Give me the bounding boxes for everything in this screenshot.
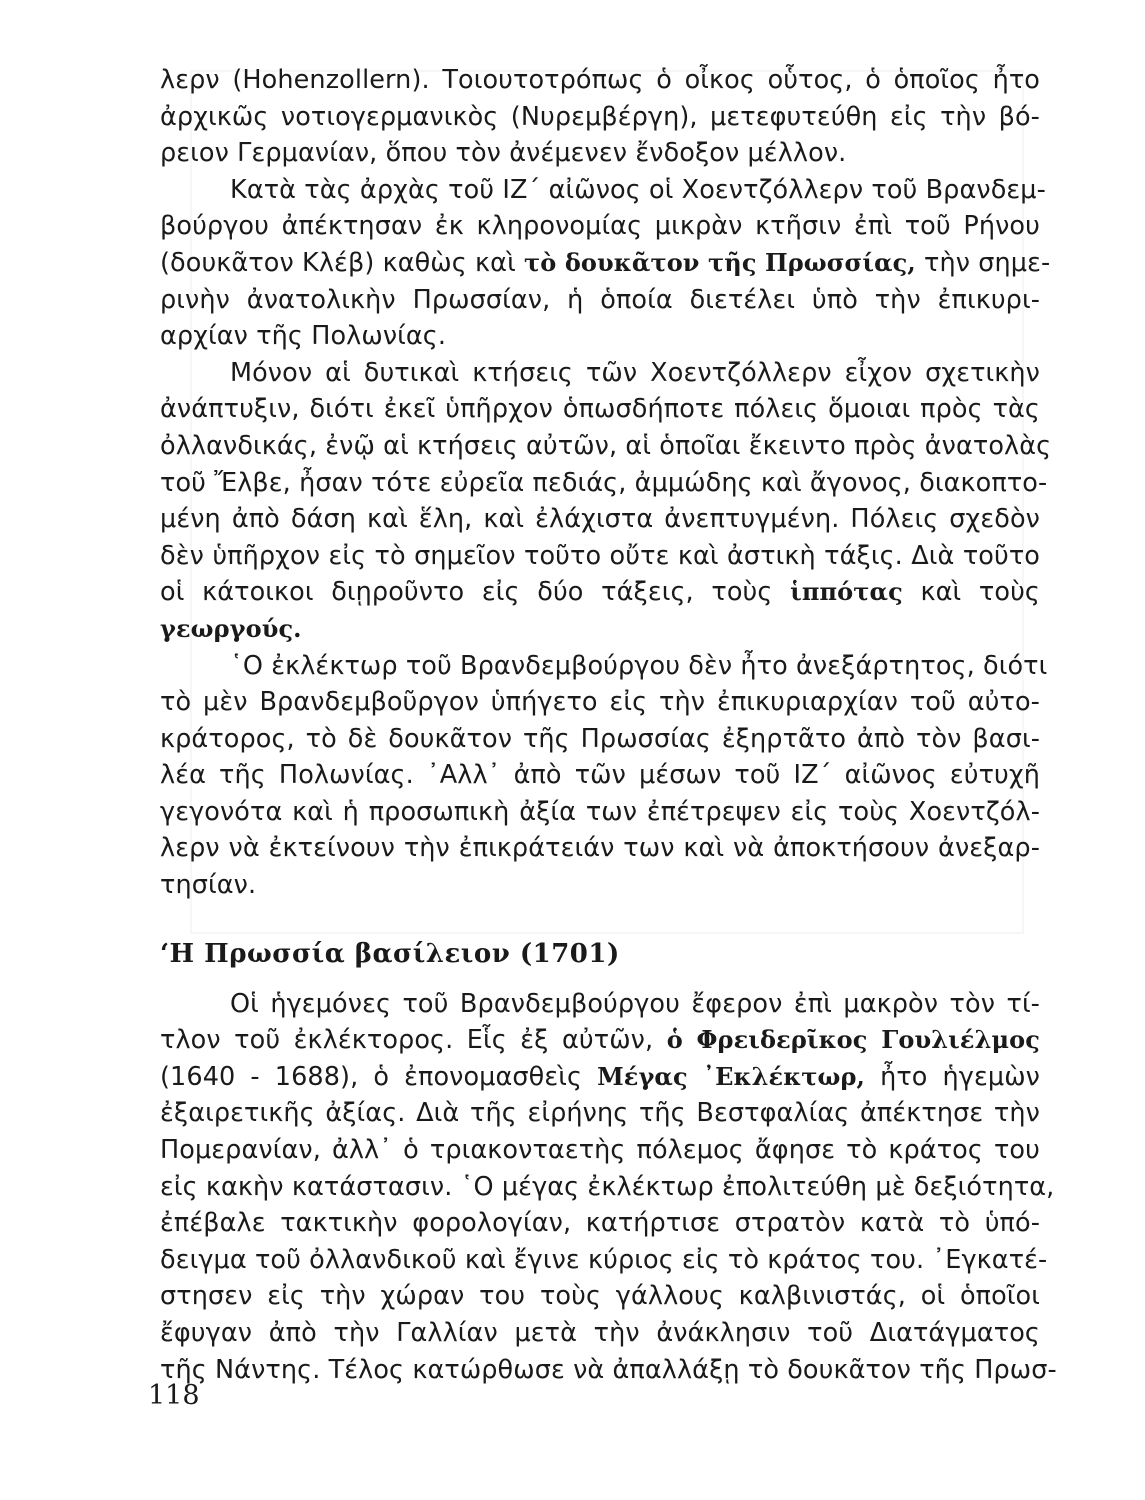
text-line: ὀλλανδικάς, ἐνῷ αἱ κτήσεις αὐτῶν, αἱ ὁποῖαι ἔκειντο πρὸς ἀνατολὰς — [160, 430, 1052, 461]
text-line: ῾Ο ἐκλέκτωρ τοῦ Βρανδεμβούργου δὲν ἦτο ἀνεξάρτητος, διότι — [230, 650, 1048, 681]
paragraph-3-line-7: οἱ κάτοικοι διῃροῦντο εἰς δύο τάξεις, τοὺς ἱππότας καὶ τοὺς — [160, 577, 1040, 608]
text-line: στησεν εἰς τὴν χώραν του τοὺς γάλλους καλβινιστάς, οἱ ὁποῖοι — [160, 1281, 1040, 1312]
text-line: ἐπέβαλε τακτικὴν φορολογίαν, κατήρτισε στρατὸν κατὰ τὸ ὑπό- — [160, 1208, 1040, 1239]
text-line: γεγονότα καὶ ἡ προσωπικὴ ἀξία των ἐπέτρεψεν εἰς τοὺς Χοεντζόλ- — [160, 796, 1040, 827]
paragraph-2 — [160, 172, 1046, 245]
bold-frederick-william: ὁ Φρειδερῖκος Γουλιέλμος — [666, 1025, 1040, 1055]
paragraph-5-cont — [160, 1095, 1057, 1388]
paragraph-3 — [160, 355, 1052, 575]
text-line: ρινὴν ἀνατολικὴν Πρωσσίαν, ἡ ὁποία διετέλει ὑπὸ τὴν ἐπικυρι- — [160, 284, 1040, 315]
text-line: τὸ μὲν Βρανδεμβοῦργον ὑπήγετο εἰς τὴν ἐπικυριαρχίαν τοῦ αὐτο- — [160, 687, 1040, 718]
text-line: ἔφυγαν ἀπὸ τὴν Γαλλίαν μετὰ τὴν ἀνάκλησιν τοῦ Διατάγματος — [160, 1318, 1040, 1348]
bold-duchy-prussia: τὸ δουκᾶτον τῆς Πρωσσίας, — [524, 247, 916, 277]
paragraph-2-cont — [160, 282, 1040, 355]
bold-farmers: γεωργούς. — [160, 613, 302, 643]
text-line: λερν νὰ ἐκτείνουν τὴν ἐπικράτειάν των καὶ νὰ ἀποκτήσουν ἀνεξαρ- — [160, 833, 1040, 864]
paragraph-5-line-1: Οἱ ἡγεμόνες τοῦ Βρανδεμβούργου ἔφερον ἐπὶ μακρὸν τὸν τί- — [230, 988, 1040, 1019]
text-line: δειγμα τοῦ ὀλλανδικοῦ καὶ ἔγινε κύριος εἰς τὸ κράτος του. ᾿Εγκατέ- — [160, 1244, 1048, 1275]
text-line: ρειον Γερμανίαν, ὅπου τὸν ἀνέμενεν ἔνδοξον μέλλον. — [160, 138, 847, 169]
text-line: εἰς κακὴν κατάστασιν. ῾Ο μέγας ἐκλέκτωρ ἐπολιτεύθη μὲ δεξιότητα, — [160, 1171, 1055, 1202]
paragraph-4 — [160, 648, 1048, 904]
text-line: λέα τῆς Πολωνίας. ᾿Αλλ᾿ ἀπὸ τῶν μέσων τοῦ ΙΖ΄ αἰῶνος εὐτυχῆ — [160, 760, 1040, 791]
paragraph-3-line-8 — [160, 611, 1040, 648]
page-number: 118 — [148, 1380, 200, 1411]
paragraph-1 — [160, 62, 1040, 172]
text-line: αρχίαν τῆς Πολωνίας. — [160, 321, 447, 352]
bold-knights: ἱππότας — [790, 577, 903, 607]
text-line: ἐξαιρετικῆς ἀξίας. Διὰ τῆς εἰρήνης τῆς Βεστφαλίας ἀπέκτησε τὴν — [160, 1098, 1040, 1129]
text-line: δὲν ὑπῆρχον εἰς τὸ σημεῖον τοῦτο οὔτε καὶ ἀστικὴ τάξις. Διὰ τοῦτο — [160, 540, 1040, 571]
text-line: Κατὰ τὰς ἀρχὰς τοῦ ΙΖ΄ αἰῶνος οἱ Χοεντζόλλερν τοῦ Βρανδεμ- — [230, 174, 1046, 205]
paragraph-5-line-2: τλον τοῦ ἐκλέκτορος. Εἷς ἐξ αὐτῶν, ὁ Φρειδερῖκος Γουλιέλμος — [160, 1025, 1040, 1056]
bold-great-elector: Μέγας ᾿Εκλέκτωρ, — [597, 1061, 866, 1091]
text-line: λερν (Hohenzollern). Τοιουτοτρόπως ὁ οἶκος οὗτος, ὁ ὁποῖος ἦτο — [160, 65, 1040, 95]
text-line: Μόνον αἱ δυτικαὶ κτήσεις τῶν Χοεντζόλλερν εἶχον σχετικὴν — [230, 357, 1040, 388]
text-line: μένη ἀπὸ δάση καὶ ἕλη, καὶ ἐλάχιστα ἀνεπτυγμένη. Πόλεις σχεδὸν — [160, 504, 1040, 535]
text-line: τῆς Νάντης. Τέλος κατώρθωσε νὰ ἀπαλλάξῃ τὸ δουκᾶτον τῆς Πρωσ- — [160, 1354, 1057, 1385]
text-line: ἀνάπτυξιν, διότι ἐκεῖ ὑπῆρχον ὁπωσδήποτε πόλεις ὅμοιαι πρὸς τὰς — [160, 394, 1040, 425]
text-line: τησίαν. — [160, 870, 257, 901]
text-line: κράτορος, τὸ δὲ δουκᾶτον τῆς Πρωσσίας ἐξηρτᾶτο ἀπὸ τὸν βασι- — [160, 723, 1040, 754]
paragraph-2-line-3: (δουκᾶτον Κλέβ) καθὼς καὶ τὸ δουκᾶτον τῆς Πρωσσίας, τὴν σημε- — [160, 247, 1051, 278]
text-line: βούργου ἀπέκτησαν ἐκ κληρονομίας μικρὰν κτῆσιν ἐπὶ τοῦ Ρήνου — [160, 211, 1040, 242]
text-line: ἀρχικῶς νοτιογερμανικὸς (Νυρεμβέργη), μετεφυτεύθη εἰς τὴν βό- — [160, 101, 1040, 132]
text-line: Πομερανίαν, ἀλλ᾿ ὁ τριακονταετὴς πόλεμος ἄφησε τὸ κράτος του — [160, 1135, 1040, 1166]
page-text — [160, 62, 1057, 1388]
paragraph-5-line-3: (1640 - 1688), ὁ ἐπονομασθεὶς Μέγας ᾿Εκλέκτωρ, ἦτο ἡγεμὼν — [160, 1061, 1040, 1092]
text-line: τοῦ Ἔλβε, ἦσαν τότε εὐρεῖα πεδιάς, ἀμμώδης καὶ ἄγονος, διακοπτο- — [160, 467, 1048, 498]
section-heading: ‘Η Πρωσσία βασίλειον (1701) — [160, 938, 620, 969]
